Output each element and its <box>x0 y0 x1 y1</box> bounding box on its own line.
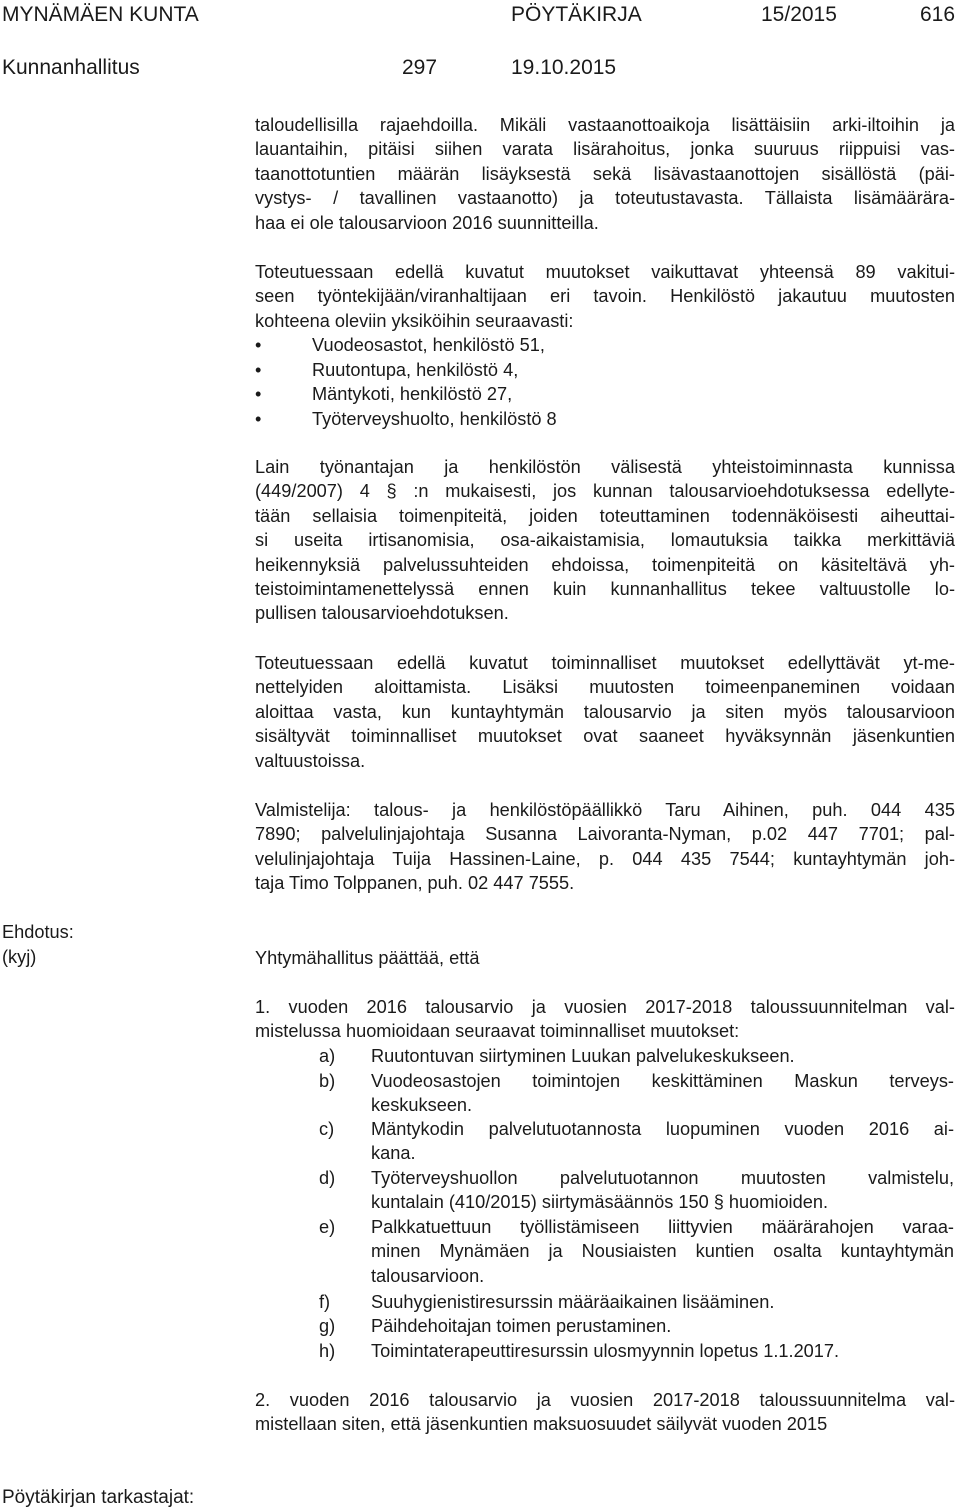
bullet-icon <box>255 358 295 382</box>
list-item-text <box>371 1166 954 1215</box>
text-line: nettelyiden aloittamista. Lisäksi muutosten toimeenpaneminen voidaan <box>255 677 955 698</box>
proposal-label: Ehdotus: <box>2 922 74 942</box>
paragraph-staff-impact <box>255 260 955 333</box>
text-line: valtuustoissa. <box>255 750 366 771</box>
list-item-text <box>371 1314 954 1338</box>
text-line: teistoimintamenettelyssä ennen kuin kunnanhallitus tekee valtuustolle lo- <box>255 579 955 600</box>
bullet-text: Vuodeosastot, henkilöstö 51, <box>312 335 545 355</box>
text-line: Päihdehoitajan toimen perustaminen. <box>371 1316 672 1336</box>
decision-point-2 <box>255 1388 955 1437</box>
text-line: Suuhygienistiresurssin määräaikainen lisääminen. <box>371 1292 775 1312</box>
list-item-label: f) <box>319 1292 331 1312</box>
list-item-text <box>371 1044 954 1068</box>
text-line: si useita irtisanomisia, osa-aikaistamisia, lomautuksia taikka merkittäviä <box>255 530 955 551</box>
text-line: talousarvioon. <box>371 1265 485 1286</box>
text-line: sisältyvät toiminnalliset muutokset ovat saaneet hyväksynnän jäsenkuntien <box>255 726 955 747</box>
list-item-label: c) <box>319 1119 335 1139</box>
municipality-name: MYNÄMÄEN KUNTA <box>2 3 199 26</box>
list-item-text <box>371 1290 954 1314</box>
page-number: 616 <box>920 3 956 26</box>
list-item-text <box>371 1117 954 1166</box>
bullet-text: Työterveyshuolto, henkilöstö 8 <box>312 409 557 429</box>
text-line: Lain työnantajan ja henkilöstön välisestä yhteistoiminnasta kunnissa <box>255 457 955 477</box>
list-item-label: a) <box>319 1046 336 1066</box>
text-line: taja Timo Tolppanen, puh. 02 447 7555. <box>255 873 575 894</box>
text-line: heikennyksiä palvelussuhteiden ehdoissa, toimenpiteitä on käsiteltävä yh- <box>255 554 955 575</box>
text-line: Työterveyshuollon palvelutuotannon muutosten valmistelu, <box>371 1168 954 1188</box>
text-line: kohteena oleviin yksiköihin seuraavasti: <box>255 310 574 331</box>
text-line: kuntalain (410/2015) siirtymäsäännös 150 § huomioiden. <box>371 1192 828 1213</box>
text-line: taanottotuntien määrän lisäyksestä sekä lisävastaanottojen sisällöstä (päi- <box>255 163 955 184</box>
text-line: Vuodeosastojen toimintojen keskittäminen Maskun terveys- <box>371 1071 954 1091</box>
text-line: seen työntekijään/viranhaltijaan eri tavoin. Henkilöstö jakautuu muutosten <box>255 286 955 307</box>
list-item-label: g) <box>319 1316 336 1336</box>
list-item-text <box>371 1215 954 1288</box>
paragraph-preparers <box>255 798 955 896</box>
governing-body: Kunnanhallitus <box>2 56 140 79</box>
text-line: Valmistelija: talous- ja henkilöstöpäällikkö Taru Aihinen, puh. 044 435 <box>255 800 955 820</box>
list-item-label: e) <box>319 1217 336 1237</box>
text-line: Toteutuessaan edellä kuvatut muutokset vaikuttavat yhteensä 89 vakitui- <box>255 262 955 282</box>
text-line: 2. vuoden 2016 talousarvio ja vuosien 2017-2018 taloussuunnitelma val- <box>255 1390 955 1410</box>
decision-point-1 <box>255 995 955 1044</box>
text-line: mistelussa huomioidaan seuraavat toiminnalliset muutokset: <box>255 1021 740 1042</box>
text-line: Palkkatuettuun työllistämiseen liittyvien määrärahojen varaa- <box>371 1217 954 1237</box>
text-line: (449/2007) 4 § :n mukaisesti, jos kunnan talousarvioehdotuksessa edellyte- <box>255 481 955 502</box>
paragraph-negotiations <box>255 651 955 773</box>
list-item-label: h) <box>319 1341 336 1361</box>
bullet-text: Mäntykoti, henkilöstö 27, <box>312 384 513 404</box>
text-line: vystys- / tavallinen vastaanotto) ja toteutustavasta. Tällaista lisämäärära- <box>255 188 955 209</box>
list-item-text <box>371 1339 954 1363</box>
text-line: mistellaan siten, että jäsenkuntien maksuosuudet säilyvät vuoden 2015 <box>255 1414 828 1435</box>
text-line: Toteutuessaan edellä kuvatut toiminnalliset muutokset edellyttävät yt-me- <box>255 653 955 673</box>
proposal-intro <box>255 946 955 970</box>
text-line: aloittaa vasta, kun kuntayhtymän talousarvio ja siten myös talousarvioon <box>255 701 955 722</box>
meeting-date: 19.10.2015 <box>511 56 617 79</box>
text-line: Yhtymähallitus päättää, että <box>255 948 480 968</box>
text-line: velulinjajohtaja Tuija Hassinen-Laine, p. 044 435 7544; kuntayhtymän joh- <box>255 848 955 869</box>
text-line: taloudellisilla rajaehdoilla. Mikäli vastaanottoaikoja lisättäisiin arki-iltoihin ja <box>255 115 955 135</box>
text-line: Mäntykodin palvelutuotannosta luopuminen vuoden 2016 ai- <box>371 1119 954 1139</box>
bullet-icon <box>255 382 295 406</box>
text-line: keskukseen. <box>371 1095 473 1116</box>
list-item-text <box>371 1069 954 1118</box>
section-number: 297 <box>402 56 438 79</box>
text-line: pullisen talousarvioehdotuksen. <box>255 603 509 624</box>
bullet-text: Ruutontupa, henkilöstö 4, <box>312 360 519 380</box>
list-item-label: d) <box>319 1168 336 1188</box>
text-line: kana. <box>371 1143 416 1164</box>
text-line: haa ei ole talousarvioon 2016 suunnitteilla. <box>255 212 599 233</box>
text-line: 7890; palvelulinjajohtaja Susanna Laivoranta-Nyman, p.02 447 7701; pal- <box>255 824 955 845</box>
proposal-by: (kyj) <box>2 947 37 967</box>
text-line: 1. vuoden 2016 talousarvio ja vuosien 2017-2018 taloussuunnitelman val- <box>255 997 955 1017</box>
text-line: tään sellaisia toimenpiteitä, joiden toteuttaminen todennäköisesti aiheuttai- <box>255 505 955 526</box>
text-line: minen Mynämäen ja Nousiaisten kuntien osalta kuntayhtymän <box>371 1241 954 1262</box>
text-line: lauantaihin, pitäisi siihen varata lisärahoitus, jonka suuruus riippuisi vas- <box>255 139 955 160</box>
text-line: Toimintaterapeuttiresurssin ulosmyynnin lopetus 1.1.2017. <box>371 1341 840 1361</box>
document-number: 15/2015 <box>761 3 837 26</box>
list-item-label: b) <box>319 1071 336 1091</box>
paragraph-funding <box>255 113 955 235</box>
reviewers-label: Pöytäkirjan tarkastajat: <box>2 1487 195 1508</box>
bullet-icon <box>255 333 295 357</box>
paragraph-cooperation-law <box>255 455 955 626</box>
document-type: PÖYTÄKIRJA <box>511 3 642 26</box>
bullet-icon <box>255 407 295 431</box>
text-line: Ruutontuvan siirtyminen Luukan palvelukeskukseen. <box>371 1046 795 1066</box>
